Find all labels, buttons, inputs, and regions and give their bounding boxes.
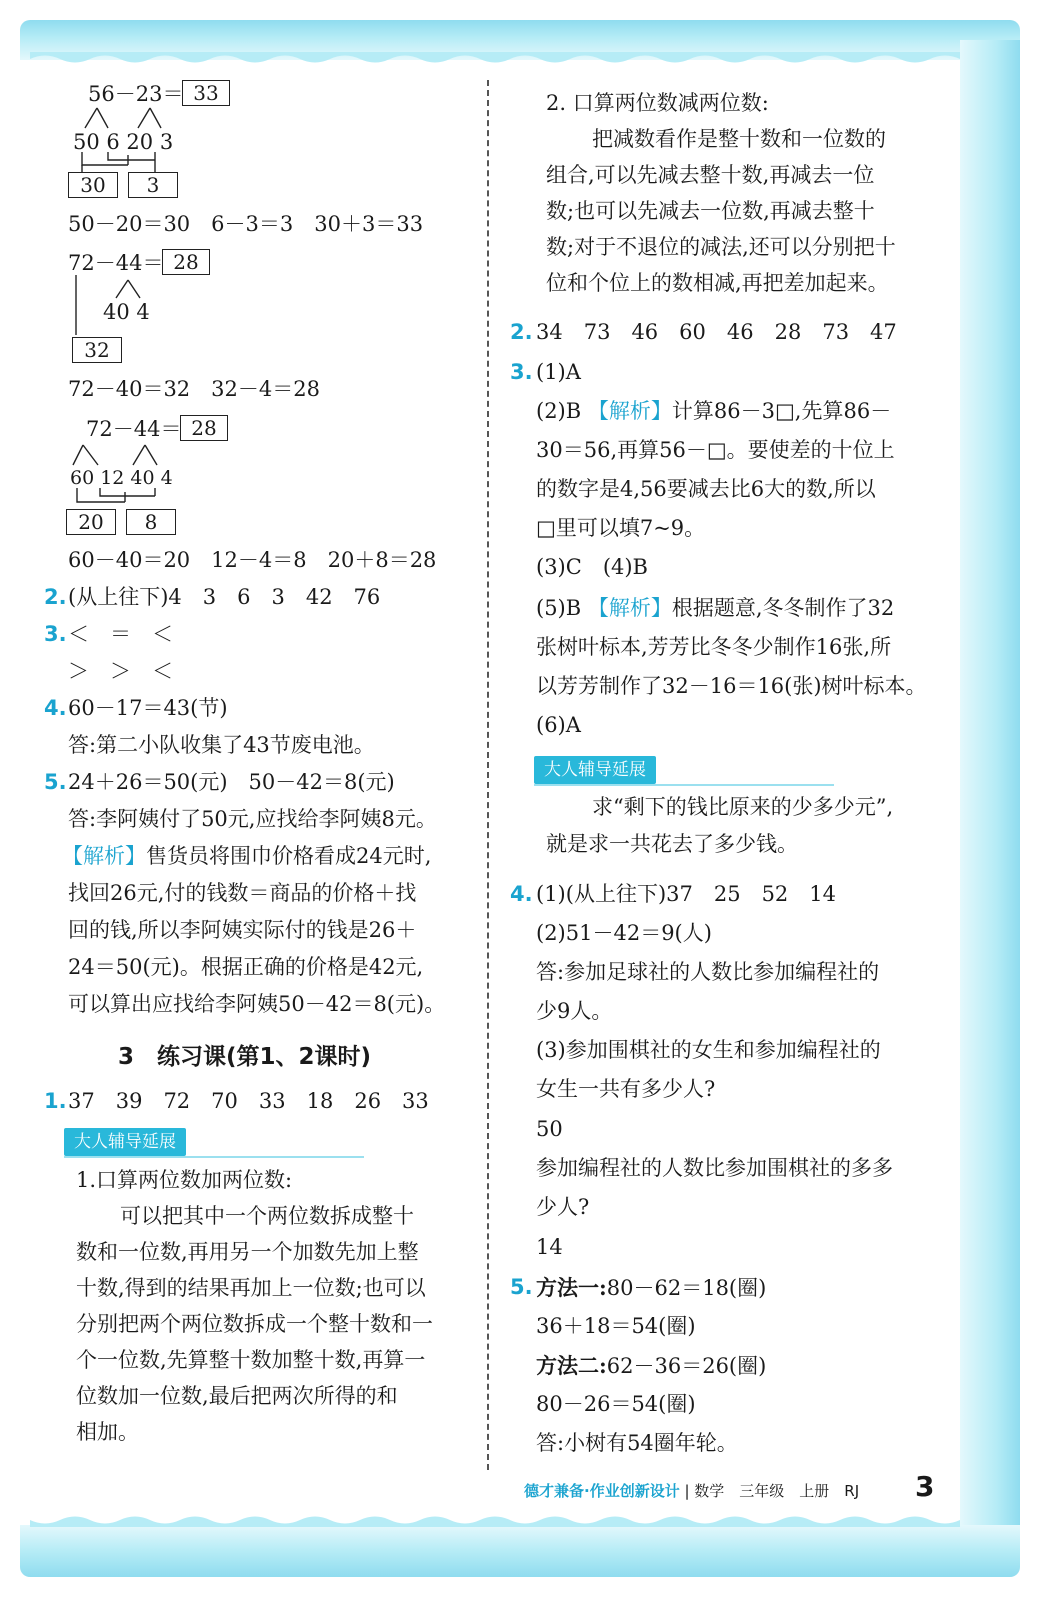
practice-4-part3-line3: 50 (536, 1117, 563, 1141)
practice-3-part6: (6)A (536, 713, 581, 737)
tutor-extension-label-right: 大人辅导延展 (534, 756, 656, 784)
practice-3-part5-line2: 张树叶标本,芳芳比冬冬少制作16张,所 (536, 635, 892, 659)
calc-steps-2: 72－40＝32 32－4＝28 (68, 377, 320, 401)
question-number-4: 4. (44, 696, 67, 720)
split-numbers-1: 50 6 20 3 (73, 130, 174, 154)
calc-steps-3: 60－40＝20 12－4＝8 20＋8＝28 (68, 548, 437, 572)
ext-right-line5: 位和个位上的数相减,再把差加起来。 (546, 271, 889, 295)
explanation-q5-line3: 回的钱,所以李阿姨实际付的钱是26＋ (68, 918, 417, 942)
explanation-tag: 【解析】 (587, 596, 672, 620)
explanation-q5-line5: 可以算出应找给李阿姨50－42＝8(元)。 (68, 992, 446, 1016)
method2-line2: 80－26＝54(圈) (536, 1392, 696, 1416)
answer-q4-sentence: 答:第二小队收集了43节废电池。 (68, 733, 375, 757)
calc-expr-2: 72－44＝ (68, 251, 164, 275)
tutor-extension-underline-right (534, 784, 834, 786)
practice-4-answer-line1: 答:参加足球社的人数比参加编程社的 (536, 960, 880, 984)
practice-3-part3-4: (3)C (4)B (536, 555, 648, 579)
page-number: 3 (915, 1470, 935, 1503)
practice-4-part3-line6: 14 (536, 1235, 563, 1259)
practice-3-part2-line3: 的数字是4,56要减去比6大的数,所以 (536, 477, 876, 501)
ext-left-line5: 个一位数,先算整十数加整十数,再算一 (76, 1348, 426, 1372)
section-heading: 3 练习课(第1、2课时) (118, 1044, 372, 1070)
practice-4-part1: (1)(从上往下)37 25 52 14 (536, 882, 837, 906)
ext-left-line7: 相加。 (76, 1420, 139, 1444)
answer-q3-row2: ＞ ＞ ＜ (68, 659, 173, 683)
practice-3-part2-line1: (2)B 【解析】计算86－3□,先算86－ (536, 399, 892, 423)
ext-left-line3: 十数,得到的结果再加上一位数;也可以 (76, 1276, 426, 1300)
partial-box-1b: 3 (128, 172, 178, 198)
footer-subject: | 数学 三年级 上册 RJ (684, 1482, 860, 1500)
explanation-tag: 【解析】 (587, 399, 672, 423)
practice-answer-2: 34 73 46 60 46 28 73 47 (536, 320, 897, 344)
bottom-border (20, 1525, 1020, 1577)
calc-expr-3: 72－44＝ (86, 417, 182, 441)
tutor-extension-underline-left (64, 1156, 364, 1158)
answer-box-3: 28 (180, 415, 228, 441)
ext-right-line1: 把减数看作是整十数和一位数的 (592, 127, 886, 151)
practice-number-4: 4. (510, 882, 533, 906)
question-number-5: 5. (44, 770, 67, 794)
answer-q3-row1: ＜ ＝ ＜ (68, 622, 173, 646)
column-divider (487, 80, 489, 1470)
ext-right-line4: 数;对于不退位的减法,还可以分别把十 (546, 235, 896, 259)
practice-3-part2-line2: 30＝56,再算56－□。要使差的十位上 (536, 438, 895, 462)
practice-number-2: 2. (510, 320, 533, 344)
method2-line1: 方法二:62－36＝26(圈) (536, 1353, 767, 1378)
explanation-q5-line1: 【解析】售货员将围巾价格看成24元时, (62, 844, 432, 868)
explanation-tag: 【解析】 (62, 844, 146, 868)
practice-3-part5-line1: (5)B 【解析】根据题意,冬冬制作了32 (536, 596, 895, 620)
tutor-extension-label-left: 大人辅导延展 (64, 1128, 186, 1156)
practice-4-part3-line1: (3)参加围棋社的女生和参加编程社的 (536, 1038, 881, 1062)
practice-3-part5-line3: 以芳芳制作了32－16＝16(张)树叶标本。 (536, 674, 927, 698)
practice-number-1: 1. (44, 1089, 67, 1113)
partial-box-2: 32 (72, 337, 122, 363)
answer-q5-calc: 24＋26＝50(元) 50－42＝8(元) (68, 770, 395, 794)
ext-right-note-line2: 就是求一共花去了多少钱。 (546, 832, 798, 856)
practice-4-part3-line4: 参加编程社的人数比参加围棋社的多多 (536, 1156, 893, 1180)
practice-3-part2-line4: □里可以填7~9。 (536, 516, 706, 540)
partial-box-3a: 20 (66, 509, 116, 535)
partial-box-3b: 8 (126, 509, 176, 535)
method1-line1: 方法一:80－62＝18(圈) (536, 1275, 767, 1300)
footer-info (524, 1480, 859, 1501)
split-numbers-2: 40 4 (103, 300, 150, 324)
ext-left-line4: 分别把两个两位数拆成一个整十数和一 (76, 1312, 433, 1336)
answer-box-2: 28 (162, 249, 210, 275)
question-number-3: 3. (44, 622, 67, 646)
practice-4-part2: (2)51－42＝9(人) (536, 921, 712, 945)
calc-expr-1: 56－23＝ (88, 82, 184, 106)
practice-5-answer: 答:小树有54圈年轮。 (536, 1431, 738, 1455)
ext-left-title: 1.口算两位数加两位数: (76, 1168, 293, 1192)
ext-left-line1: 可以把其中一个两位数拆成整十 (120, 1204, 414, 1228)
practice-number-5: 5. (510, 1275, 533, 1299)
ext-right-line2: 组合,可以先减去整十数,再减去一位 (546, 163, 875, 187)
explanation-q5-line2: 找回26元,付的钱数＝商品的价格＋找 (68, 881, 417, 905)
partial-box-1a: 30 (68, 172, 118, 198)
answer-q2: (从上往下)4 3 6 3 42 76 (68, 585, 381, 609)
ext-left-line2: 数和一位数,再用另一个加数先加上整 (76, 1240, 419, 1264)
ext-right-note-line1: 求“剩下的钱比原来的少多少元”, (592, 795, 894, 819)
right-border (960, 40, 1020, 1540)
ext-right-line3: 数;也可以先减去一位数,再减去整十 (546, 199, 875, 223)
answer-q5-sentence: 答:李阿姨付了50元,应找给李阿姨8元。 (68, 807, 437, 831)
method1-line2: 36＋18＝54(圈) (536, 1314, 696, 1338)
question-number-2: 2. (44, 585, 67, 609)
ext-left-line6: 位数加一位数,最后把两次所得的和 (76, 1384, 398, 1408)
answer-box-1: 33 (182, 80, 230, 106)
practice-answer-1: 37 39 72 70 33 18 26 33 (68, 1089, 429, 1113)
practice-3-part1: (1)A (536, 360, 581, 384)
calc-steps-1: 50－20＝30 6－3＝3 30＋3＝33 (68, 212, 424, 236)
explanation-q5-line4: 24＝50(元)。根据正确的价格是42元, (68, 955, 424, 979)
footer-brand: 德才兼备·作业创新设计 (524, 1482, 680, 1500)
ext-right-title: 2. 口算两位数减两位数: (546, 91, 769, 115)
practice-number-3: 3. (510, 360, 533, 384)
practice-4-answer-line2: 少9人。 (536, 999, 613, 1023)
practice-4-part3-line2: 女生一共有多少人? (536, 1077, 716, 1101)
practice-4-part3-line5: 少人? (536, 1195, 590, 1219)
split-numbers-3: 60 12 40 4 (70, 467, 173, 489)
bottom-wave-decoration (30, 1513, 960, 1527)
answer-q4-calc: 60－17＝43(节) (68, 696, 228, 720)
